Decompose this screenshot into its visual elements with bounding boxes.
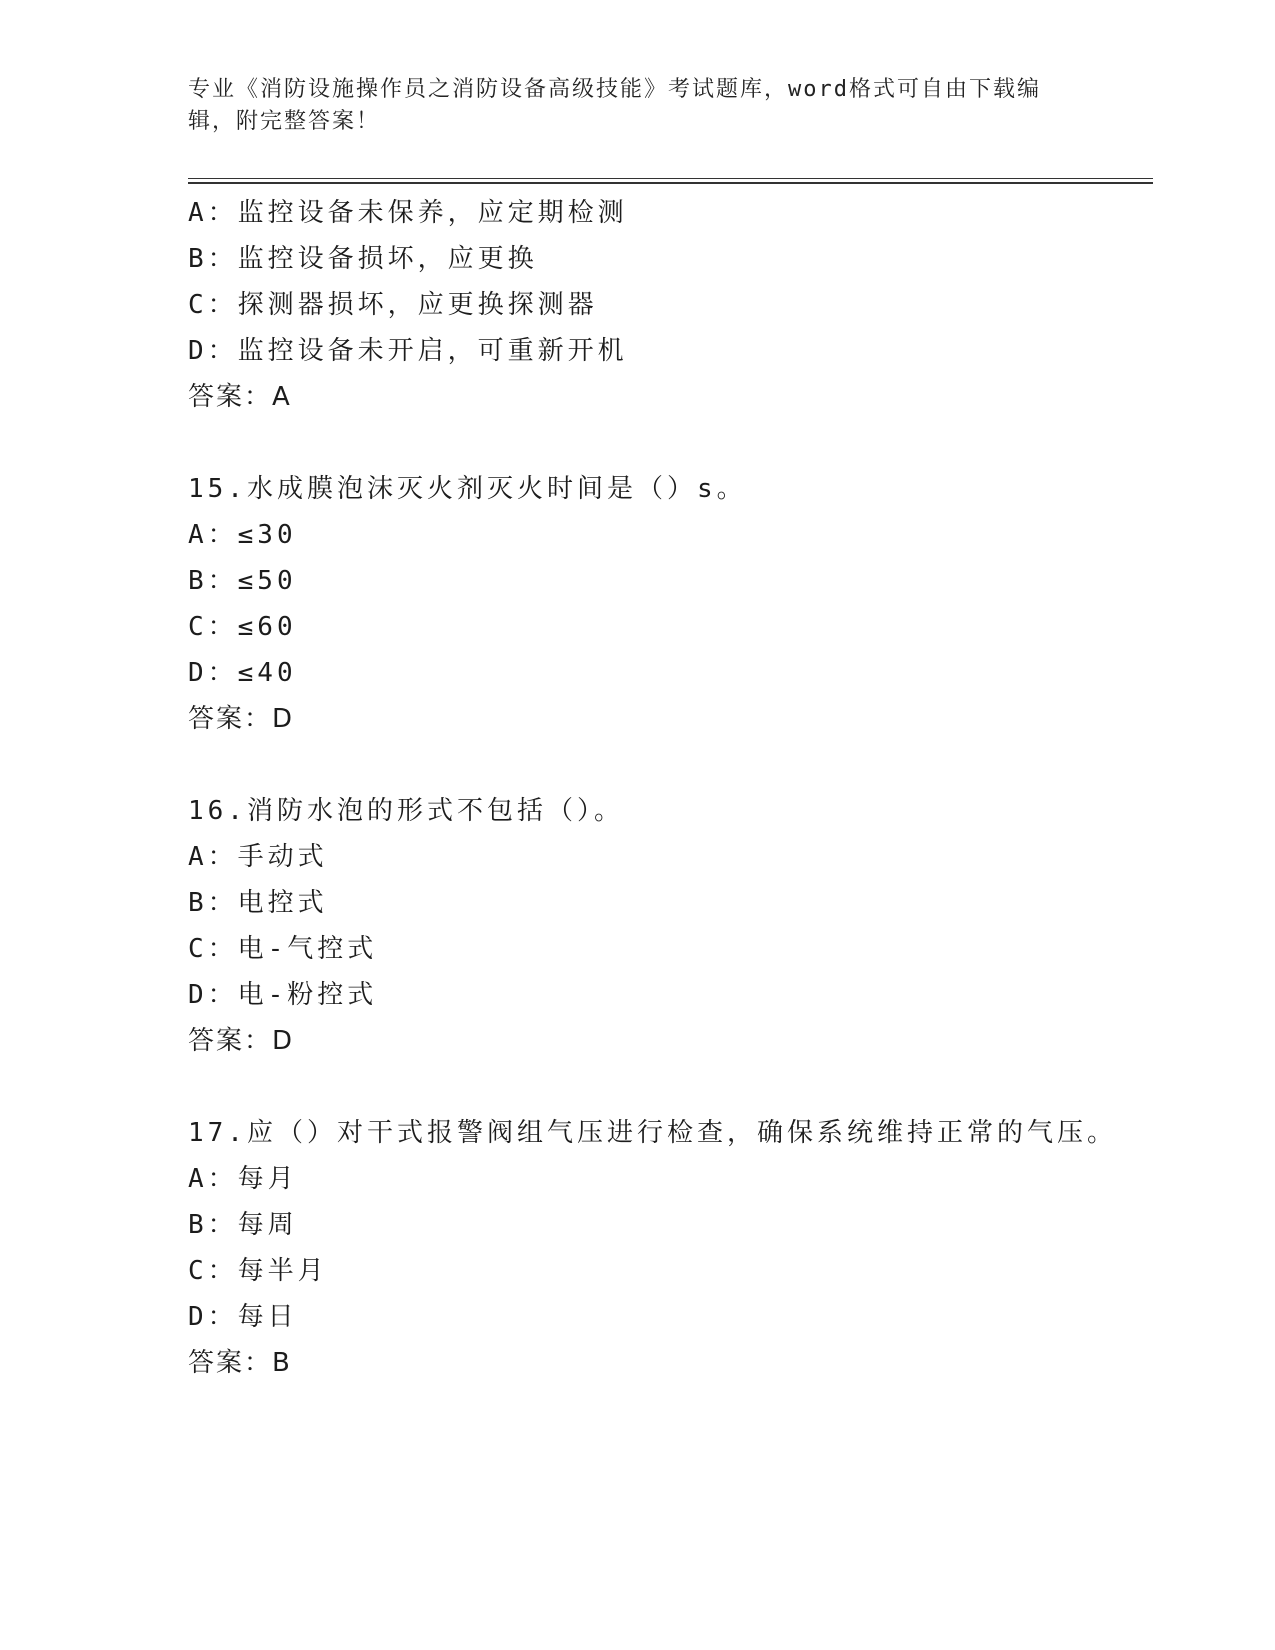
- option-a: A：每月: [188, 1164, 298, 1194]
- option-c: C：电-气控式: [188, 934, 378, 964]
- option-a: A：监控设备未保养，应定期检测: [188, 198, 628, 228]
- answer-line: 答案：B: [188, 1348, 292, 1378]
- question-carryover: [188, 190, 1153, 420]
- header-divider-thin: [188, 178, 1153, 179]
- question-15: [188, 466, 1153, 742]
- answer-line: 答案：D: [188, 1026, 295, 1056]
- spacer: [188, 420, 1153, 466]
- question-16: [188, 788, 1153, 1064]
- option-b: B：电控式: [188, 888, 328, 918]
- option-c: C：探测器损坏，应更换探测器: [188, 290, 598, 320]
- answer-line: 答案：D: [188, 704, 295, 734]
- option-b: B：≤50: [188, 566, 297, 596]
- question-17: [188, 1110, 1153, 1386]
- option-d: D：每日: [188, 1302, 298, 1332]
- question-stem: 15.水成膜泡沫灭火剂灭火时间是（）s。: [188, 474, 747, 504]
- spacer: [188, 1064, 1153, 1110]
- option-d: D：监控设备未开启，可重新开机: [188, 336, 628, 366]
- option-d: D：电-粉控式: [188, 980, 378, 1010]
- option-c: C：≤60: [188, 612, 297, 642]
- answer-line: 答案：A: [188, 382, 292, 412]
- document-header: 专业《消防设施操作员之消防设备高级技能》考试题库，word格式可自由下载编辑，附完整答案！: [188, 77, 1041, 134]
- option-b: B：监控设备损坏，应更换: [188, 244, 538, 274]
- option-d: D：≤40: [188, 658, 297, 688]
- option-b: B：每周: [188, 1210, 298, 1240]
- question-list: [188, 190, 1153, 1386]
- option-a: A：手动式: [188, 842, 328, 872]
- option-c: C：每半月: [188, 1256, 328, 1286]
- question-stem: 16.消防水泡的形式不包括（）。: [188, 796, 624, 826]
- question-stem: 17.应（）对干式报警阀组气压进行检查，确保系统维持正常的气压。: [188, 1118, 1117, 1148]
- spacer: [188, 742, 1153, 788]
- header-divider-thick: [188, 182, 1153, 184]
- option-a: A：≤30: [188, 520, 297, 550]
